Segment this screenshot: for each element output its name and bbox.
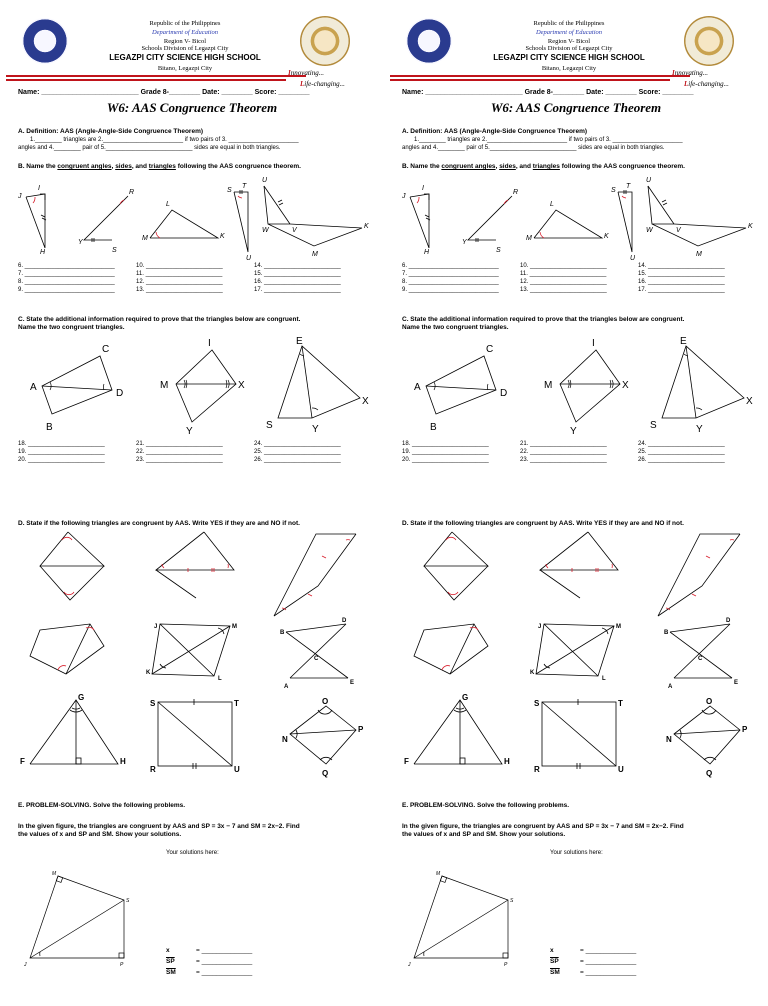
- school-motto: Innovating... Life-changing...: [672, 69, 729, 88]
- label-m: M: [436, 871, 441, 877]
- header-address: Bitano, Legazpi City: [541, 65, 597, 72]
- label-e: E: [680, 336, 687, 347]
- label-k: K: [530, 670, 535, 676]
- label-j: J: [24, 962, 27, 968]
- section-b-blanks-col-3: 14. _______________________ 15. _______________________ 16. _______________________ 17. _______________________: [638, 263, 725, 293]
- answer-lines: x = ______________ $\overline{SP}$ = ______________ $\overline{SM}$ = ______________: [166, 947, 253, 976]
- label-v: V: [676, 227, 681, 234]
- label-s2: S: [611, 187, 616, 194]
- label-d: D: [342, 618, 347, 624]
- label-y2: Y: [696, 424, 703, 435]
- triangle-pair-1b: [156, 532, 234, 570]
- label-t: T: [242, 183, 247, 190]
- triangle-jih: [410, 194, 429, 248]
- label-a: A: [30, 382, 37, 393]
- label-i: I: [592, 338, 595, 349]
- label-b: B: [46, 422, 53, 433]
- label-x2: X: [746, 396, 753, 407]
- label-d: D: [726, 618, 731, 624]
- label-v: V: [292, 227, 297, 234]
- header-division: Schools Division of Legazpi City: [141, 45, 229, 52]
- label-h: H: [40, 249, 46, 256]
- solutions-label: Your solutions here:: [166, 850, 219, 856]
- section-e-heading: E. PROBLEM-SOLVING. Solve the following problems.: [402, 802, 570, 809]
- label-g: G: [462, 693, 469, 702]
- label-s: S: [266, 420, 273, 431]
- kite-onpq: [674, 706, 740, 764]
- label-k2: K: [748, 223, 753, 230]
- deped-seal-logo: [406, 18, 452, 64]
- triangle-stu: [234, 192, 248, 252]
- section-c-figures: [384, 334, 768, 438]
- triangle-jih: [26, 194, 45, 248]
- worksheet-title: W6: AAS Congruence Theorem: [106, 100, 278, 115]
- triangle-lmk: [534, 210, 602, 238]
- school-seal-logo: [300, 16, 350, 66]
- answer-lines: x = ______________ $\overline{SP}$ = ______________ $\overline{SM}$ = ______________: [550, 947, 637, 976]
- label-b: B: [280, 630, 285, 636]
- label-r: R: [129, 189, 135, 196]
- label-x2: X: [362, 396, 369, 407]
- quadrilateral-acdb: [426, 356, 496, 414]
- section-c-blanks-col-1: 18. _______________________ 19. _______________________ 20. _______________________: [402, 441, 489, 463]
- triangle-rys: [84, 196, 128, 240]
- label-u: U: [630, 255, 636, 260]
- label-n: N: [282, 735, 288, 744]
- quadrilateral-acdb: [42, 356, 112, 414]
- section-c-subheading: Name the two congruent triangles.: [402, 324, 509, 331]
- label-a: A: [414, 382, 421, 393]
- label-y: Y: [78, 239, 83, 246]
- section-a-line-1: 1.________ triangles are 2.________________________ if two pairs of 3. _____________________: [30, 137, 299, 143]
- section-c-blanks-col-2: 21. _______________________ 22. _______________________ 23. _______________________: [136, 441, 223, 463]
- section-b-blanks-col-1: 6. ___________________________ 7. ___________________________ 8. ___________________________ 9. ___________________________: [18, 263, 115, 293]
- label-k2: K: [364, 223, 369, 230]
- label-p: P: [742, 725, 748, 734]
- section-e-problem-line-2: the values of x and SP and SM. Show your solutions.: [402, 831, 566, 838]
- label-r: R: [150, 765, 156, 774]
- label-w: W: [646, 227, 653, 234]
- label-u: U: [246, 255, 252, 260]
- section-e-problem-line-2: the values of x and SP and SM. Show your solutions.: [18, 831, 182, 838]
- label-q: Q: [706, 769, 713, 778]
- label-s: S: [510, 898, 514, 904]
- section-a-line-2: angles and 4.________ pair of 5.__________________________ sides are equal in both triangles.: [402, 145, 665, 151]
- label-s: S: [534, 699, 540, 708]
- section-b-blanks-col-3: 14. _______________________ 15. _______________________ 16. _______________________ 17. _______________________: [254, 263, 341, 293]
- name-grade-date-score-line: Name: _________________________ Grade 8-________ Date: ________ Score: ________: [18, 89, 310, 96]
- label-m: M: [52, 871, 57, 877]
- label-p: P: [504, 962, 508, 968]
- label-j: J: [402, 193, 406, 200]
- school-motto: Innovating... Life-changing...: [288, 69, 345, 88]
- label-h: H: [120, 757, 126, 766]
- label-m: M: [616, 624, 621, 630]
- section-e-figure: [384, 862, 544, 972]
- school-seal-logo: [684, 16, 734, 66]
- label-l: L: [550, 201, 554, 208]
- triangle-fgh: [414, 700, 502, 764]
- label-s: S: [650, 420, 657, 431]
- section-b-blanks-col-1: 6. ___________________________ 7. ___________________________ 8. ___________________________ 9. ___________________________: [402, 263, 499, 293]
- label-d: D: [116, 388, 124, 399]
- worksheet-title: W6: AAS Congruence Theorem: [490, 100, 662, 115]
- header-region: Region V- Bicol: [547, 38, 591, 45]
- name-grade-date-score-line: Name: _________________________ Grade 8-________ Date: ________ Score: ________: [402, 89, 694, 96]
- label-m: M: [526, 235, 532, 242]
- label-a: A: [284, 684, 289, 690]
- section-d-figures: [384, 528, 768, 780]
- label-s: S: [112, 247, 117, 254]
- label-x: X: [622, 380, 629, 391]
- section-e-figure: [0, 862, 160, 972]
- label-w: W: [262, 227, 269, 234]
- header-rule: [390, 75, 690, 77]
- label-e: E: [296, 336, 303, 347]
- header-republic: Republic of the Philippines: [149, 20, 221, 27]
- section-b-figures: [0, 172, 384, 260]
- label-j: J: [154, 624, 158, 630]
- label-i: I: [208, 338, 211, 349]
- section-b-blanks-col-2: 10. _______________________ 11. _______________________ 12. _______________________ 13. _______________________: [136, 263, 223, 293]
- label-r: R: [534, 765, 540, 774]
- label-m: M: [232, 624, 237, 630]
- section-b-blanks-col-2: 10. _______________________ 11. _______________________ 12. _______________________ 13. _______________________: [520, 263, 607, 293]
- header-department: Department of Education: [151, 29, 219, 36]
- label-o: O: [706, 697, 713, 706]
- label-m: M: [160, 380, 169, 391]
- section-e-problem-line-1: In the given figure, the triangles are congruent by AAS and SP = 3x − 7 and SM = 2x−2. Find: [18, 823, 300, 830]
- label-g: G: [78, 693, 85, 702]
- label-s: S: [496, 247, 501, 254]
- label-f: F: [20, 757, 25, 766]
- section-c-blanks-col-3: 24. _______________________ 25. _______________________ 26. _______________________: [254, 441, 341, 463]
- label-l: L: [166, 201, 170, 208]
- label-y: Y: [570, 426, 577, 437]
- section-c-blanks-col-3: 24. _______________________ 25. _______________________ 26. _______________________: [638, 441, 725, 463]
- deped-seal-logo: [22, 18, 68, 64]
- label-a: A: [668, 684, 673, 690]
- label-j: J: [18, 193, 22, 200]
- label-e: E: [350, 680, 355, 686]
- triangles-wvkm: [264, 186, 362, 246]
- label-h: H: [504, 757, 510, 766]
- label-y: Y: [186, 426, 193, 437]
- label-y2: Y: [312, 424, 319, 435]
- triangle-rys: [468, 196, 512, 240]
- label-t: T: [626, 183, 631, 190]
- section-b-heading: B. Name the congruent angles, sides, and triangles following the AAS congruence theorem.: [18, 163, 301, 170]
- header-division: Schools Division of Legazpi City: [525, 45, 613, 52]
- header-rule: [6, 79, 286, 81]
- header-department: Department of Education: [535, 29, 603, 36]
- solutions-label: Your solutions here:: [550, 850, 603, 856]
- section-d-heading: D. State if the following triangles are congruent by AAS. Write YES if they are and NO if not.: [402, 520, 684, 527]
- label-c: C: [102, 344, 110, 355]
- label-u: U: [234, 765, 240, 774]
- section-d-figures: [0, 528, 384, 780]
- label-u2: U: [646, 177, 652, 184]
- header-rule: [6, 75, 306, 77]
- section-a-heading: A. Definition: AAS (Angle-Angle-Side Congruence Theorem): [402, 128, 588, 135]
- section-c-blanks-col-2: 21. _______________________ 22. _______________________ 23. _______________________: [520, 441, 607, 463]
- label-k: K: [604, 233, 609, 240]
- section-c-figures: [0, 334, 384, 438]
- label-c: C: [314, 656, 319, 662]
- section-c-blanks-col-1: 18. _______________________ 19. _______________________ 20. _______________________: [18, 441, 105, 463]
- section-a-heading: A. Definition: AAS (Angle-Angle-Side Congruence Theorem): [18, 128, 204, 135]
- section-d-heading: D. State if the following triangles are congruent by AAS. Write YES if they are and NO if not.: [18, 520, 300, 527]
- label-f: F: [404, 757, 409, 766]
- label-p: P: [358, 725, 364, 734]
- triangle-lmk: [150, 210, 218, 238]
- worksheet-copy-right: [384, 0, 768, 1006]
- label-k: K: [146, 670, 151, 676]
- label-i: I: [38, 185, 40, 192]
- label-l: L: [602, 676, 606, 682]
- label-e: E: [734, 680, 739, 686]
- label-r: R: [513, 189, 519, 196]
- label-y: Y: [462, 239, 467, 246]
- label-j: J: [408, 962, 411, 968]
- header-region: Region V- Bicol: [163, 38, 207, 45]
- triangles-esyx: [662, 346, 744, 418]
- header-school: LEGAZPI CITY SCIENCE HIGH SCHOOL: [493, 53, 645, 62]
- section-c-heading: C. State the additional information required to prove that the triangles below are congruent.: [18, 316, 301, 323]
- label-m: M: [544, 380, 553, 391]
- label-s: S: [126, 898, 130, 904]
- section-c-heading: C. State the additional information required to prove that the triangles below are congruent.: [402, 316, 685, 323]
- kite-msp-j: [30, 876, 124, 958]
- triangle-stu: [618, 192, 632, 252]
- header-school: LEGAZPI CITY SCIENCE HIGH SCHOOL: [109, 53, 261, 62]
- kite-onpq: [290, 706, 356, 764]
- label-t: T: [234, 699, 239, 708]
- header-rule: [390, 79, 670, 81]
- label-s: S: [150, 699, 156, 708]
- label-m2: M: [696, 251, 702, 258]
- label-u2: U: [262, 177, 268, 184]
- label-x: X: [238, 380, 245, 391]
- label-o: O: [322, 697, 329, 706]
- label-k: K: [220, 233, 225, 240]
- label-n: N: [666, 735, 672, 744]
- label-b: B: [664, 630, 669, 636]
- section-e-problem-line-1: In the given figure, the triangles are congruent by AAS and SP = 3x − 7 and SM = 2x−2. Find: [402, 823, 684, 830]
- header-address: Bitano, Legazpi City: [157, 65, 213, 72]
- section-b-figures: [384, 172, 768, 260]
- label-m: M: [142, 235, 148, 242]
- label-p: P: [120, 962, 124, 968]
- label-q: Q: [322, 769, 329, 778]
- header-republic: Republic of the Philippines: [533, 20, 605, 27]
- label-m2: M: [312, 251, 318, 258]
- section-a-line-2: angles and 4.________ pair of 5.__________________________ sides are equal in both triangles.: [18, 145, 281, 151]
- section-b-heading: B. Name the congruent angles, sides, and triangles following the AAS congruence theorem.: [402, 163, 685, 170]
- label-b: B: [430, 422, 437, 433]
- label-c: C: [698, 656, 703, 662]
- label-t: T: [618, 699, 623, 708]
- label-l: L: [218, 676, 222, 682]
- label-h: H: [424, 249, 430, 256]
- label-c: C: [486, 344, 494, 355]
- label-s2: S: [227, 187, 232, 194]
- section-a-line-1: 1.________ triangles are 2.________________________ if two pairs of 3. _____________________: [414, 137, 683, 143]
- label-j: J: [538, 624, 542, 630]
- kite-msp-j: [414, 876, 508, 958]
- section-e-heading: E. PROBLEM-SOLVING. Solve the following problems.: [18, 802, 186, 809]
- label-d: D: [500, 388, 508, 399]
- triangle-fgh: [30, 700, 118, 764]
- triangle-pair-1b: [540, 532, 618, 570]
- label-i: I: [422, 185, 424, 192]
- section-c-subheading: Name the two congruent triangles.: [18, 324, 125, 331]
- triangles-wvkm: [648, 186, 746, 246]
- triangles-esyx: [278, 346, 360, 418]
- label-u: U: [618, 765, 624, 774]
